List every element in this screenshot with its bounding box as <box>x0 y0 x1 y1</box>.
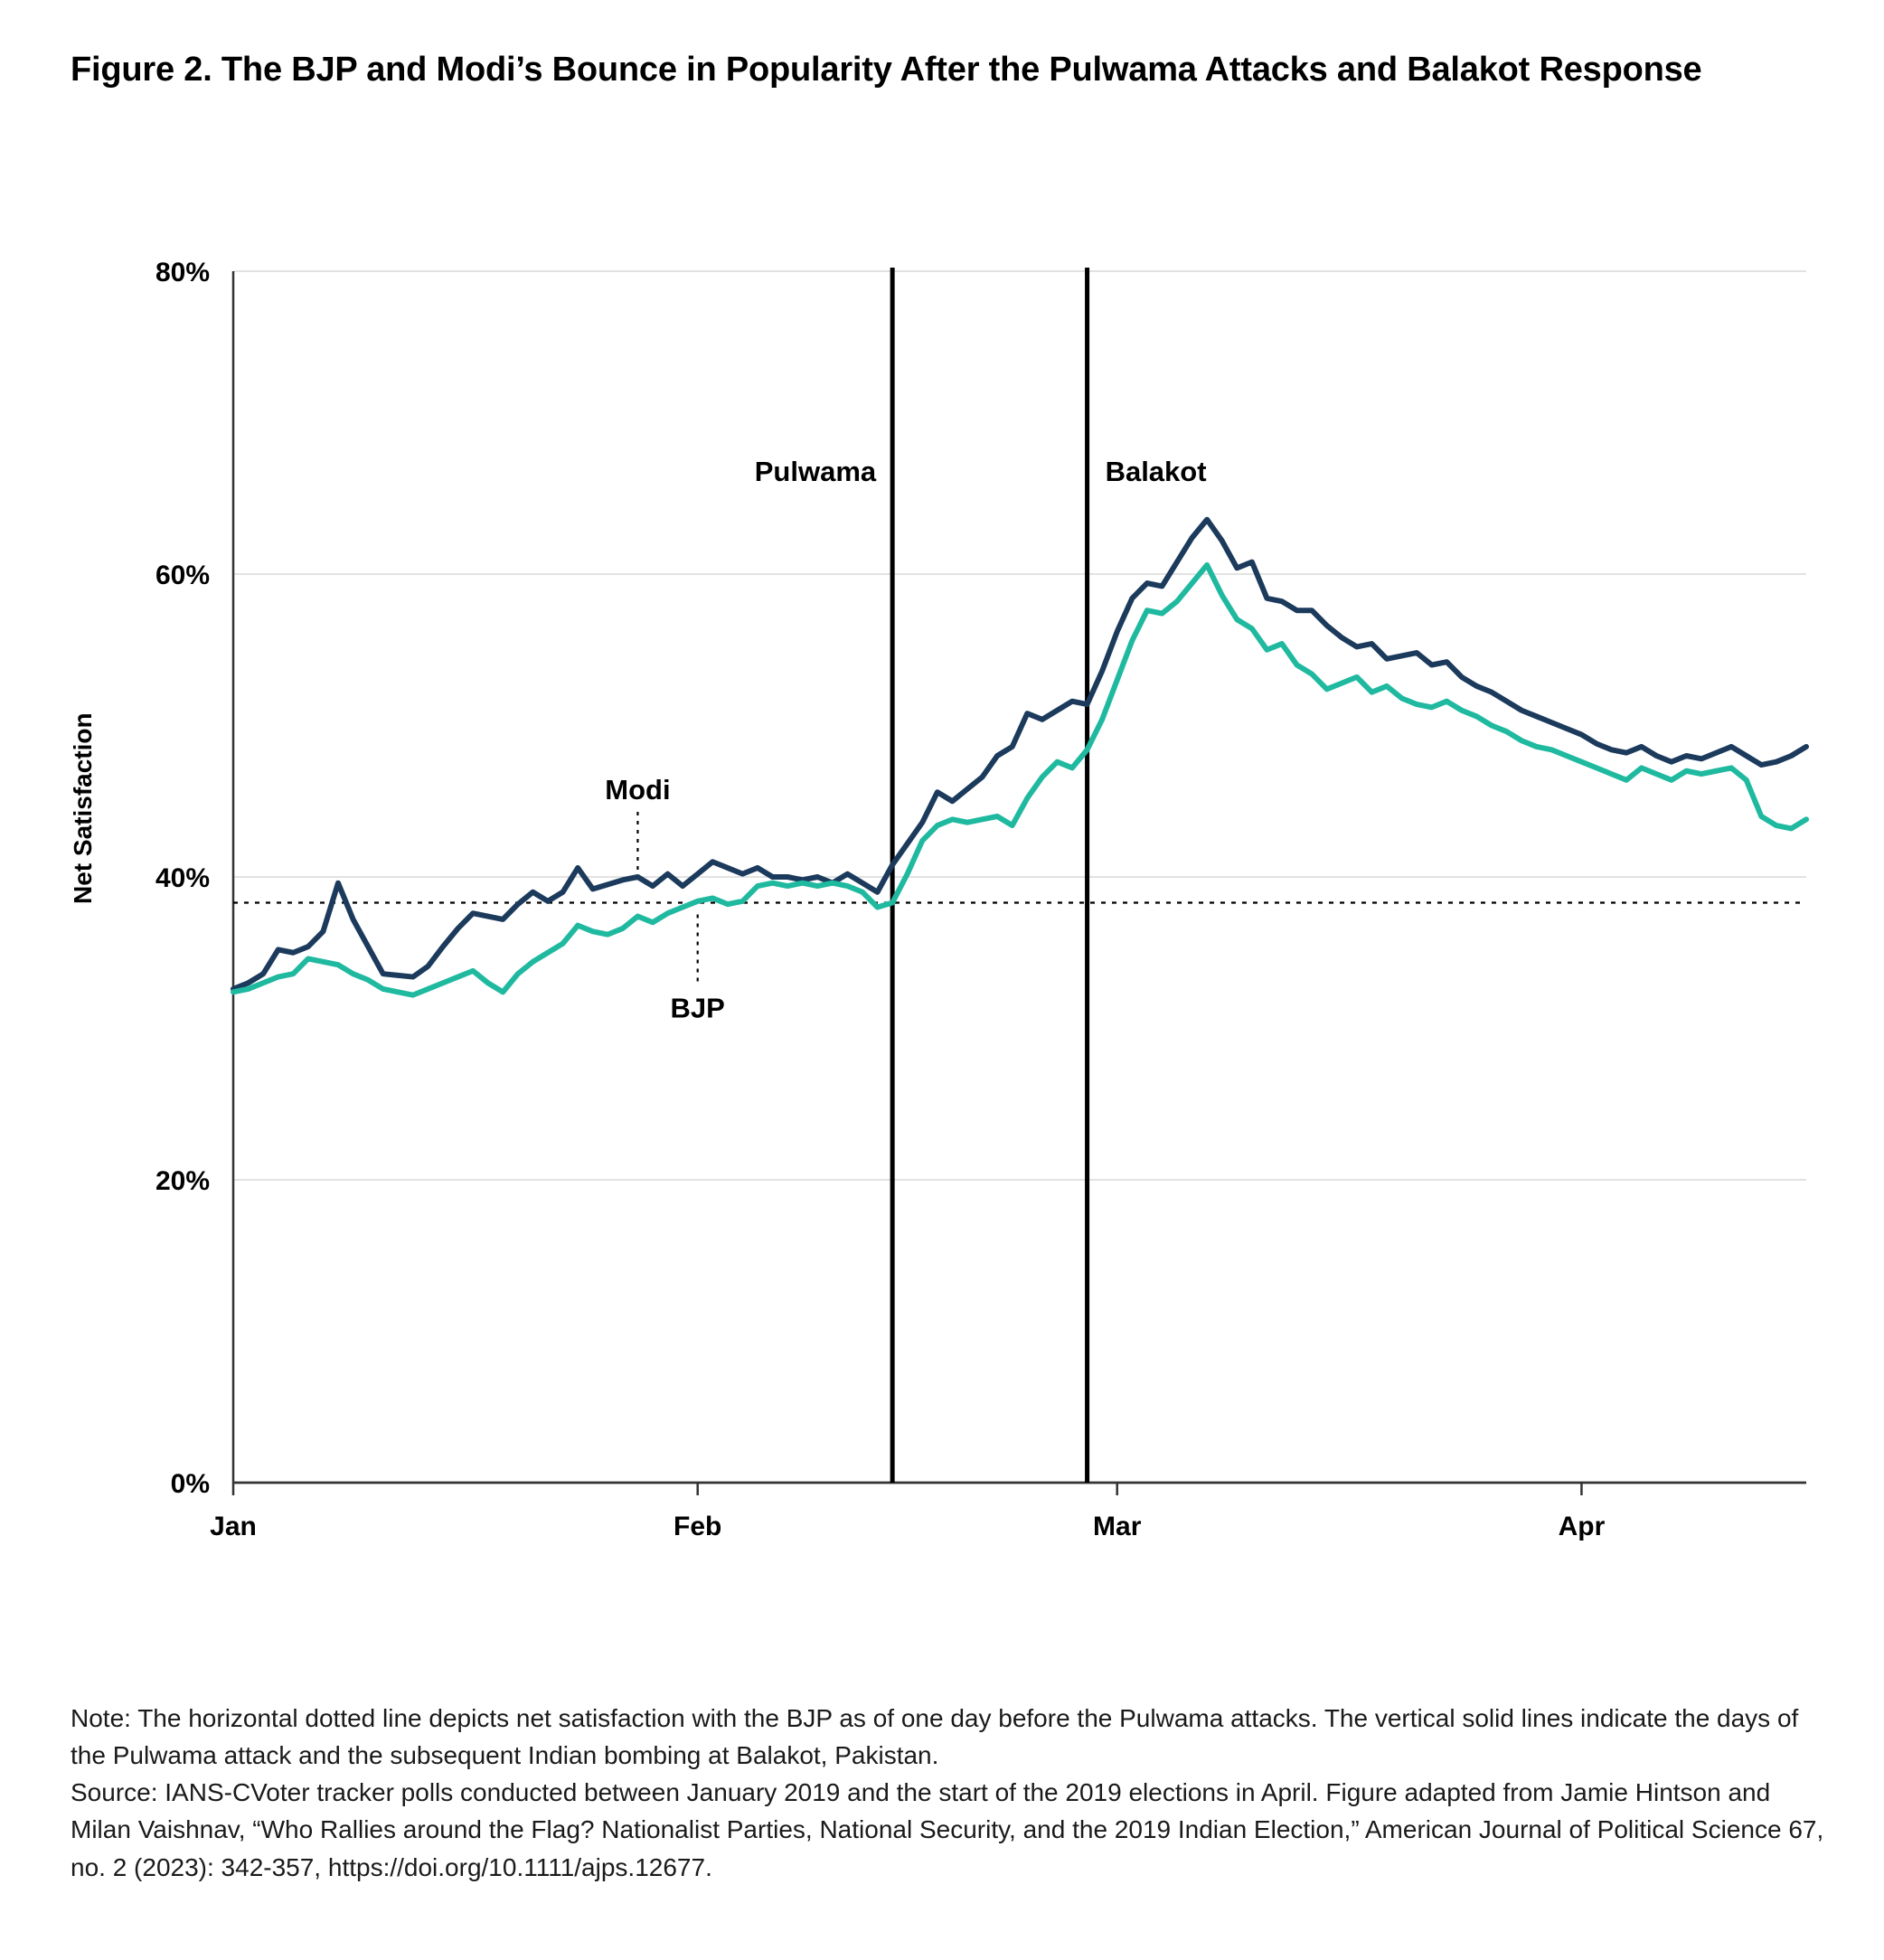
plot-area <box>71 217 1815 1645</box>
line-chart-svg <box>71 217 1815 1645</box>
source-text: Source: IANS-CVoter tracker polls conducted between January 2019 and the start of the 2019 elections in April. Figure adapted from Jamie Hintson and Milan Vaishnav, “Who Rallies around the Flag? Nationalist Parties, National Security, and the 2019 Indian Election,” American Journal of Political Science 67, no. 2 (2023): 342-357, https://doi.org/10.1111/ajps.12677. <box>71 1778 1824 1881</box>
y-tick-label: 60% <box>155 561 210 590</box>
y-tick-label: 80% <box>155 258 210 287</box>
figure-footnotes <box>71 1700 1824 1886</box>
series-label-bjp: BJP <box>670 992 725 1024</box>
y-tick-label: 0% <box>170 1469 210 1499</box>
x-tick-label: Mar <box>1093 1512 1142 1541</box>
chart-container <box>71 217 1815 1645</box>
x-tick-label: Feb <box>674 1512 722 1541</box>
series-line-modi <box>233 520 1806 989</box>
y-axis-label: Net Satisfaction <box>69 712 97 904</box>
y-tick-label: 20% <box>155 1166 210 1196</box>
y-tick-label: 40% <box>155 863 210 893</box>
x-tick-label: Apr <box>1558 1512 1606 1541</box>
series-label-modi: Modi <box>605 774 671 806</box>
x-tick-label: Jan <box>210 1512 257 1541</box>
note-text: Note: The horizontal dotted line depicts net satisfaction with the BJP as of one day before the Pulwama attacks. The vertical solid lines indicate the days of the Pulwama attack and the subsequent Indian bombing at Balakot, Pakistan. <box>71 1704 1799 1770</box>
series-line-bjp <box>233 565 1806 995</box>
event-label-balakot: Balakot <box>1105 456 1207 487</box>
figure-title: Figure 2. The BJP and Modi’s Bounce in Popularity After the Pulwama Attacks and Balakot Response <box>71 51 1702 89</box>
event-label-pulwama: Pulwama <box>754 456 877 487</box>
